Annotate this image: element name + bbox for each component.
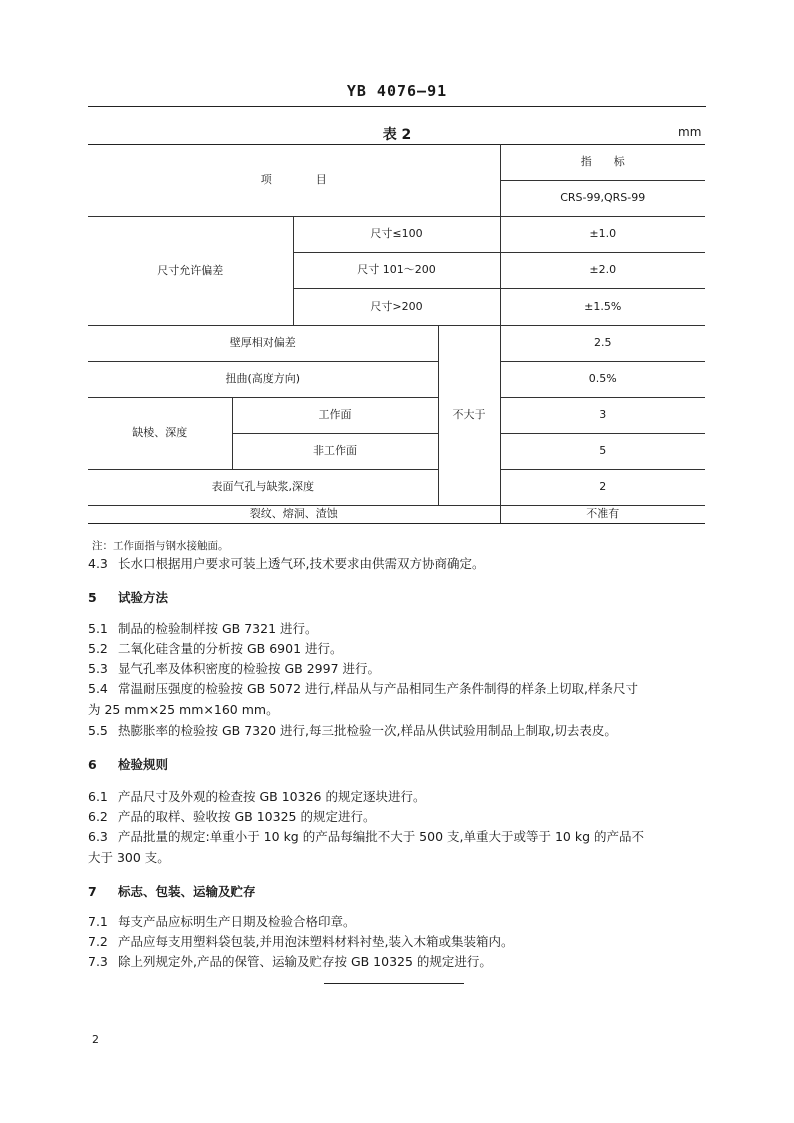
clause-number: 6.2 [88,809,108,824]
clause-number: 5.4 [88,681,108,696]
clause-number: 7.3 [88,954,108,969]
header-rule [88,106,706,107]
table-note: 注：工作面指与钢水接触面。 [92,540,229,552]
crack-value: 不准有 [500,506,705,524]
section-6-heading [88,755,168,773]
dim2-value: ±2.0 [500,253,705,289]
section-title: 检验规则 [118,757,169,772]
clause-4-3 [88,555,706,573]
clause-text: 常温耐压强度的检验按 GB 5072 进行,样品从与产品相同生产条件制得的样条上切取,样条尺寸 [118,681,638,696]
clause-5-4-cont [88,701,706,719]
twist-value: 0.5% [500,362,705,398]
header-index-cell: 指 标 [500,145,705,181]
dim1-label: 尺寸≤100 [293,217,500,253]
clause-number: 5.5 [88,723,108,738]
clause-text: 热膨胀率的检验按 GB 7320 进行,每三批检验一次,样品从供试验用制品上制取,切去表皮。 [118,723,617,738]
clause-number: 5.3 [88,661,108,676]
clause-5-4 [88,680,706,698]
not-more-cell: 不大于 [438,326,500,506]
clause-6-3-cont [88,849,706,867]
clause-text: 显气孔率及体积密度的检验按 GB 2997 进行。 [118,661,380,676]
clause-number: 4.3 [88,556,108,571]
clause-text: 每支产品应标明生产日期及检验合格印章。 [118,914,356,929]
table-row [88,217,705,253]
clause-5-3 [88,660,706,678]
clause-6-2 [88,808,706,826]
section-number: 7 [88,884,97,899]
clause-number: 7.2 [88,934,108,949]
clause-text: 产品应每支用塑料袋包装,并用泡沫塑料材料衬垫,装入木箱或集装箱内。 [118,934,514,949]
clause-5-5 [88,722,706,740]
clause-number: 7.1 [88,914,108,929]
clause-number: 5.2 [88,641,108,656]
edge-work-value: 3 [500,398,705,434]
table-row [88,145,705,181]
clause-7-3 [88,953,706,971]
clause-7-1 [88,913,706,931]
pore-value: 2 [500,470,705,506]
pore-label: 表面气孔与缺浆,深度 [88,470,438,506]
dim1-value: ±1.0 [500,217,705,253]
clause-text: 产品批量的规定:单重小于 10 kg 的产品每编批不大于 500 支,单重大于或等于 10 kg 的产品不 [118,829,644,844]
dim3-label: 尺寸>200 [293,289,500,326]
section-title: 标志、包装、运输及贮存 [118,884,256,899]
clause-5-2 [88,640,706,658]
section-number: 5 [88,590,97,605]
crack-label: 裂纹、熔洞、渣蚀 [88,506,500,524]
clause-text: 为 25 mm×25 mm×160 mm。 [88,702,279,717]
page-number: 2 [92,1033,99,1046]
dim2-label: 尺寸 101～200 [293,253,500,289]
section-5-heading [88,588,168,606]
edge-nonwork-label: 非工作面 [232,434,438,470]
table-unit: mm [678,125,702,139]
clause-number: 5.1 [88,621,108,636]
clause-text: 二氧化硅含量的分析按 GB 6901 进行。 [118,641,343,656]
section-7-heading [88,882,256,900]
wall-value: 2.5 [500,326,705,362]
dim-group-cell: 尺寸允许偏差 [88,217,293,326]
clause-text: 大于 300 支。 [88,850,170,865]
table-row [88,326,705,362]
clause-number: 6.1 [88,789,108,804]
clause-6-3 [88,828,706,846]
section-number: 6 [88,757,97,772]
clause-number: 6.3 [88,829,108,844]
header-item-cell: 项 目 [88,145,500,217]
clause-text: 产品的取样、验收按 GB 10325 的规定进行。 [118,809,376,824]
clause-text: 除上列规定外,产品的保管、运输及贮存按 GB 10325 的规定进行。 [118,954,492,969]
end-rule [324,983,464,984]
twist-label: 扭曲(高度方向) [88,362,438,398]
clause-5-1 [88,620,706,638]
clause-text: 长水口根据用户要求可装上透气环,技术要求由供需双方协商确定。 [118,556,485,571]
clause-7-2 [88,933,706,951]
clause-text: 制品的检验制样按 GB 7321 进行。 [118,621,318,636]
spec-table [88,144,705,524]
edge-work-label: 工作面 [232,398,438,434]
section-title: 试验方法 [118,590,169,605]
clause-text: 产品尺寸及外观的检查按 GB 10326 的规定逐块进行。 [118,789,426,804]
edge-nonwork-value: 5 [500,434,705,470]
table-row [88,362,705,398]
table-row [88,506,705,524]
header-grade-cell: CRS-99,QRS-99 [500,181,705,217]
table-row [88,470,705,506]
wall-label: 壁厚相对偏差 [88,326,438,362]
clause-6-1 [88,788,706,806]
standard-code: YB 4076—91 [346,82,448,100]
table-caption: 表 2 [382,127,412,143]
table-row [88,398,705,434]
edge-group-cell: 缺棱、深度 [88,398,232,470]
dim3-value: ±1.5% [500,289,705,326]
